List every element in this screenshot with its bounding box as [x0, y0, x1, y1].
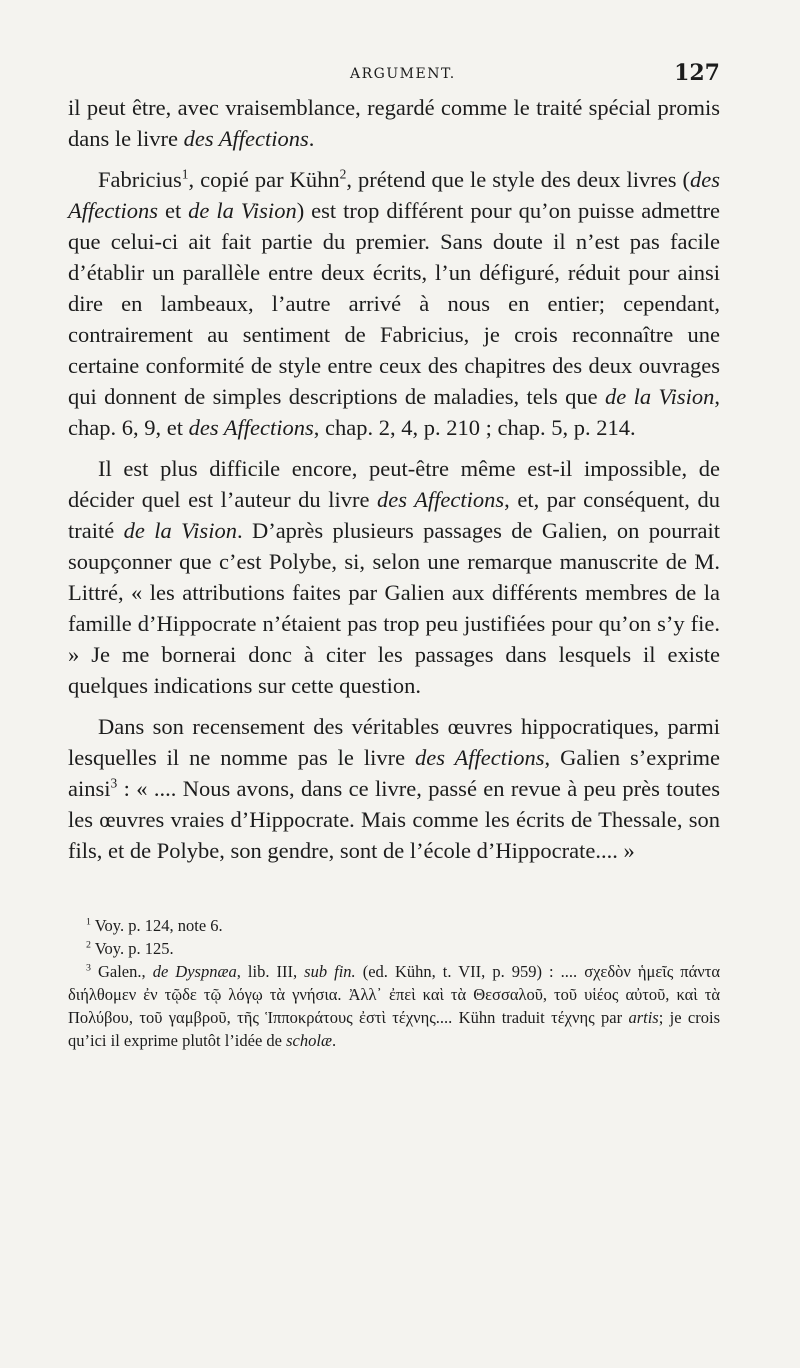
text-run: , prétend que le style des deux livres (	[346, 167, 690, 192]
text-run: Fabricius	[98, 167, 182, 192]
italic-title: de la Vision	[188, 198, 297, 223]
italic-title: des Affections	[377, 487, 505, 512]
footnote-text: , lib. III,	[236, 962, 305, 981]
footnote-2	[68, 937, 720, 960]
italic-title: des Affections	[188, 415, 314, 440]
footnote-text: Voy. p. 125.	[90, 939, 174, 958]
italic-title: des Affections	[415, 745, 545, 770]
text-run: . D’après plusieurs passages de Galien, on pourrait soupçonner que c’est Polybe, si, selon une remarque manuscrite de M. Littré, « les attributions faites par Galien aux différents membres de la famille d’Hippocrate n’étaient pas trop peu justifiées pour qu’on s’y fie. » Je me bornerai donc à citer les passages dans lesquels il existe quelques indications sur cette question.	[68, 518, 720, 698]
main-text	[68, 92, 720, 866]
italic-title: de la Vision	[123, 518, 237, 543]
footnote-text: Voy. p. 124, note 6.	[90, 916, 223, 935]
text-run: : « .... Nous avons, dans ce livre, passé en revue à peu près toutes les œuvres vraies d’Hippocrate. Mais comme les écrits de Thessale, son fils, et de Polybe, son gendre, sont de l’école d’Hippocrate.... »	[68, 776, 720, 863]
book-page	[68, 58, 720, 1052]
paragraph-2	[68, 164, 720, 443]
text-run: , chap. 2, 4, p. 210 ; chap. 5, p. 214.	[313, 415, 636, 440]
italic-text: scholæ	[286, 1031, 332, 1050]
text-run: Dans son recensement des véritables œuvres hippocratiques, parmi lesquelles il ne nomme pas le livre	[68, 714, 720, 770]
text-run: , et, par conséquent, du traité	[68, 487, 720, 543]
footnote-text: .	[331, 1031, 337, 1050]
text-run: il peut être, avec vraisemblance, regardé comme le traité spécial promis dans le livre	[68, 95, 720, 151]
text-run: Il est plus difficile encore, peut-être même est-il impossible, de décider quel est l’auteur du livre	[68, 456, 720, 512]
italic-title: des Affections	[183, 126, 309, 151]
footnote-ref-3[interactable]: 3	[110, 775, 118, 791]
text-run: , Galien s’exprime ainsi	[68, 745, 720, 801]
running-title: ARGUMENT.	[350, 66, 456, 82]
footnote-mark: 3	[86, 962, 91, 974]
footnote-text: ; je crois qu’ici il exprime plutôt l’idée de	[68, 1008, 720, 1050]
footnote-1	[68, 914, 720, 937]
text-run: , chap. 6, 9, et	[68, 384, 720, 440]
footnote-text: (ed. Kühn, t. VII, p. 959) : .... σχεδὸν ἡμεῖς πάντα διήλθομεν ἐν τῷδε τῷ λόγῳ τὰ γνήσια. Ἀλλ᾽ ἐπεὶ καὶ τὰ Θεσσαλοῦ, τοῦ υἱέος αὐτοῦ, καὶ τὰ Πολύβου, τοῦ γαμβροῦ, τῆς Ἱπποκράτους ἐστὶ τέχνης.... Kühn traduit τέχνης par	[68, 962, 721, 1027]
text-run: .	[308, 126, 315, 151]
italic-title: de la Vision	[605, 384, 715, 409]
footnote-text: Galen.,	[90, 962, 153, 981]
page-number: 127	[674, 60, 720, 86]
paragraph-3	[68, 453, 720, 701]
footnotes	[68, 914, 720, 1052]
text-run: ) est trop différent pour qu’on puisse admettre que celui-ci ait fait partie du premier. Sans doute il n’est pas facile d’établir un parallèle entre deux écrits, l’un défiguré, réduit pour ainsi dire en lambeaux, l’autre arrivé à nous en entier; cependant, contrairement au sentiment de Fabricius, je crois reconnaître une certaine conformité de style entre ceux des chapitres des deux ouvrages qui donnent de simples descriptions de maladies, tels que	[68, 198, 720, 409]
text-run: , copié par Kühn	[188, 167, 340, 192]
paragraph-1	[68, 92, 720, 154]
italic-text: artis	[628, 1008, 659, 1027]
text-run: et	[157, 198, 189, 223]
paragraph-4	[68, 711, 720, 866]
page-header	[68, 58, 720, 92]
italic-text: sub fin.	[304, 962, 356, 981]
footnote-mark: 2	[86, 939, 91, 951]
italic-title: de Dyspnæa	[152, 962, 237, 981]
italic-title: des Affections	[68, 167, 720, 223]
footnote-ref-1[interactable]: 1	[181, 166, 189, 182]
footnote-3	[68, 960, 720, 1052]
footnote-ref-2[interactable]: 2	[339, 166, 347, 182]
footnote-mark: 1	[86, 916, 91, 928]
